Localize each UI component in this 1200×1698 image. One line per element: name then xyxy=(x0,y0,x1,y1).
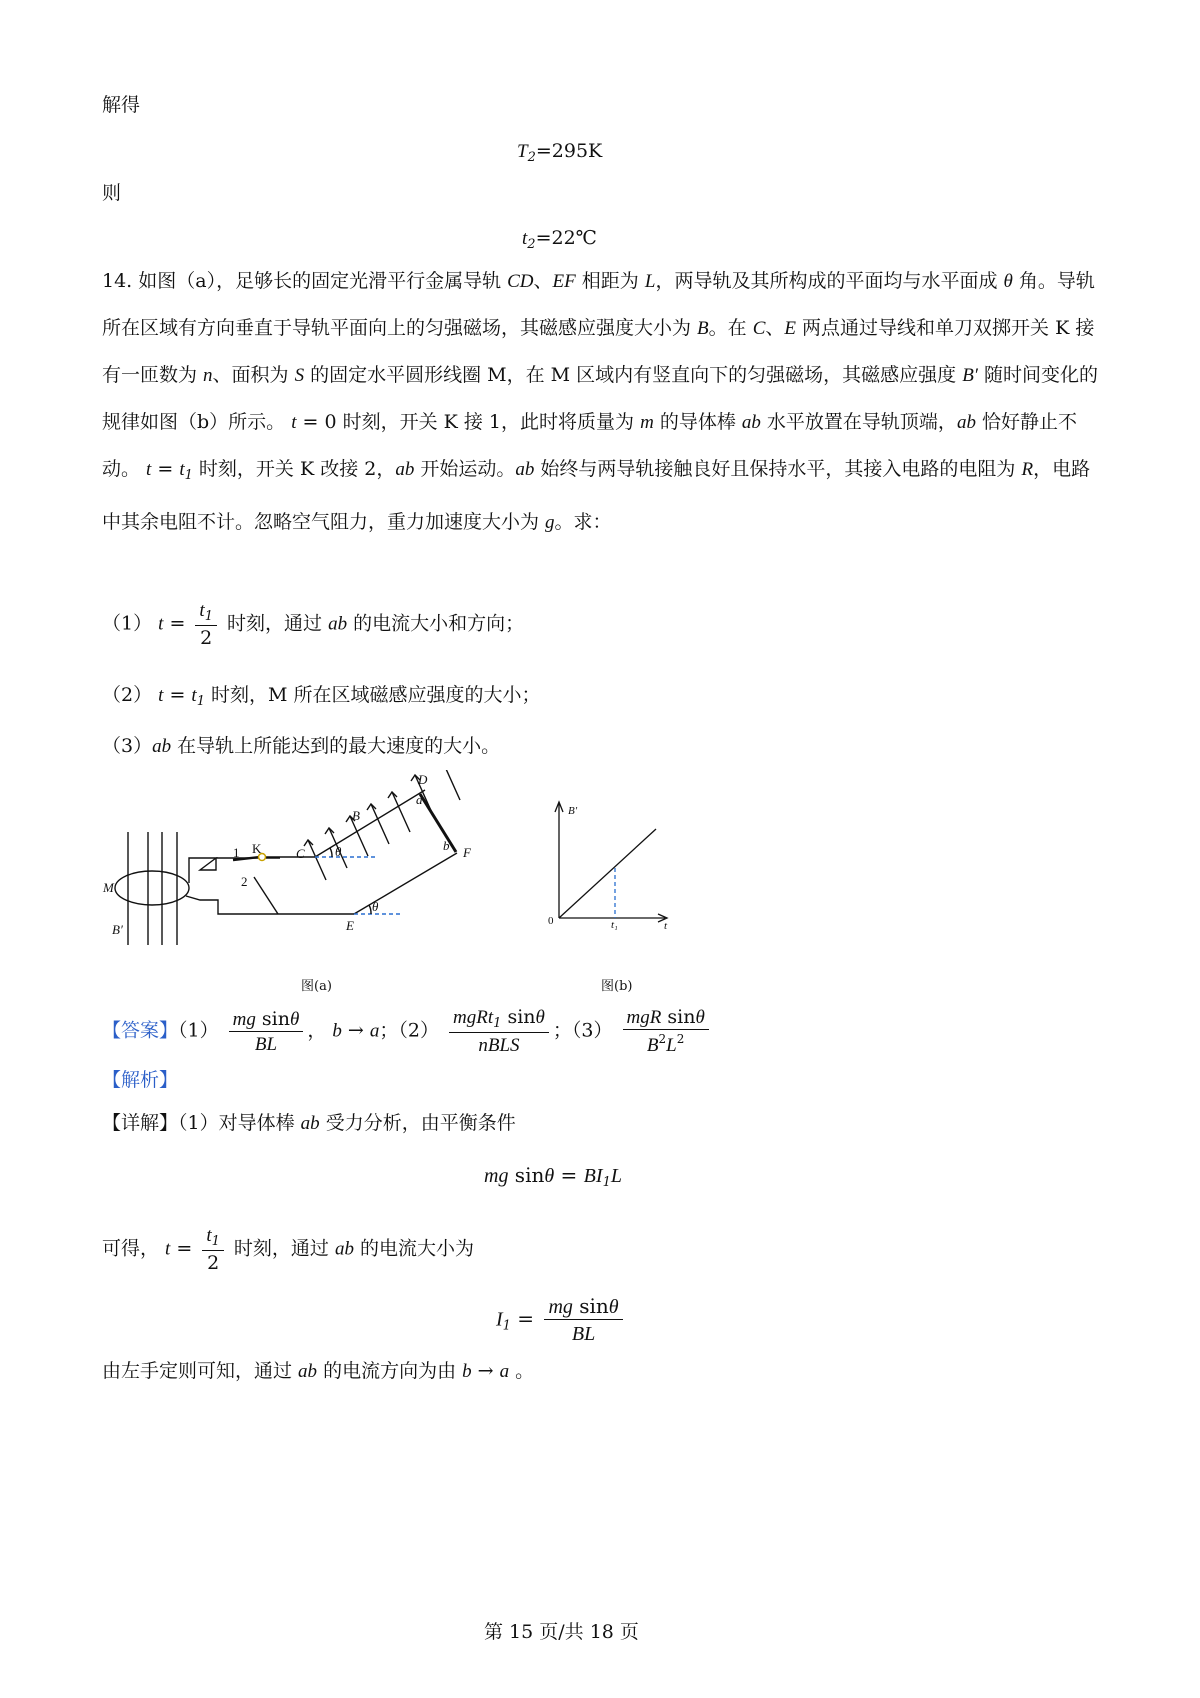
label-a: a xyxy=(416,792,423,807)
caption-fig-a: 图(a) xyxy=(301,979,332,994)
problem-statement: 14. 如图（a），足够长的固定光滑平行金属导轨 CD、EF 相距为 L，两导轨及其所构成的平面均与水平面成 θ 角。导轨所在区域有方向垂直于导轨平面向上的匀强磁场，其磁感应强度大小为 B。在 C、E 两点通过导线和单刀双掷开关 K 接有一匝数为 n、面积为 S 的固定水平圆形线圈 M，在 M 区域内有竖直向下的匀强磁场，其磁感应强度 B′ 随时间变化的规律如图（b）所示。 t = 0 时刻，开关 K 接 1，此时将质量为 m 的导体棒 ab 水平放置在导轨顶端，ab 恰好静止不动。 $t = t_1$ 时刻，开关 K 改接 2，ab 开始运动。ab 始终与两导轨接触良好且保持水平，其接入电路的电阻为 R，电路中其余电阻不计。忽略空气阻力，重力加速度大小为 g。求： xyxy=(102,270,1099,533)
b-prime-line xyxy=(559,829,656,918)
page-footer: 第 15 页/共 18 页 xyxy=(484,1621,639,1643)
question-2: （2） $t = t_1$ 时刻，M 所在区域磁感应强度的大小； xyxy=(102,684,541,709)
label-B: B xyxy=(352,808,360,823)
then-label: 则 xyxy=(102,182,122,204)
coil-M xyxy=(115,871,189,905)
label-Bprime: B′ xyxy=(112,922,123,937)
label-K: K xyxy=(252,841,262,856)
label-theta-1: θ xyxy=(335,844,342,859)
label-2: 2 xyxy=(241,874,248,889)
label-C: C xyxy=(296,846,305,861)
figure-a xyxy=(100,770,520,1000)
label-1: 1 xyxy=(233,845,240,860)
label-D: D xyxy=(418,772,428,787)
tick-t1: t₁ xyxy=(611,919,618,931)
answer-tag: 【答案】 xyxy=(102,1019,179,1042)
label-M: M xyxy=(103,880,114,895)
label-theta-2: θ xyxy=(372,899,379,914)
axis-origin: 0 xyxy=(548,915,554,927)
label-E: E xyxy=(346,918,354,933)
field-arrows xyxy=(304,770,460,880)
question-3: （3）ab 在导轨上所能达到的最大速度的大小。 xyxy=(102,735,501,757)
detail-line-2: 可得， t = $\frac{t_1}{2}$ 时刻，通过 ab 的电流大小为 xyxy=(102,1225,475,1274)
equation-balance: mg $\sin\theta = BI_1L$ xyxy=(484,1163,622,1190)
answer-line: 【答案】（1） $\frac{\text{mg sinθ}}{BL}$ ， b → a；（2） $\frac{mgRt_1 \sin\theta}{\text{nBLS}}$ ；（3） $\frac{\text{mgR sinθ}}{B^2L^2}$ xyxy=(102,1008,713,1055)
figure-b xyxy=(540,796,680,946)
caption-fig-b: 图(b) xyxy=(601,979,633,994)
detail-line-1: 【详解】（1）对导体棒 ab 受力分析，由平衡条件 xyxy=(102,1112,516,1134)
detail-line-3: 由左手定则可知，通过 ab 的电流方向为由 b → a 。 xyxy=(102,1360,535,1382)
label-F: F xyxy=(463,845,471,860)
equation-I1: $I_1$ = $\frac{\text{mg sinθ}}{BL}$ xyxy=(496,1296,627,1344)
detail-tag: 【详解】 xyxy=(102,1112,179,1134)
axis-ylabel: B′ xyxy=(568,805,578,817)
question-1: （1） t = $\frac{t_1}{2}$ 时刻，通过 ab 的电流大小和方向； xyxy=(102,600,525,649)
axis-xlabel: t xyxy=(664,920,668,932)
label-b: b xyxy=(443,838,450,853)
solve-label: 解得 xyxy=(102,94,141,116)
analysis-tag: 【解析】 xyxy=(102,1069,179,1091)
equation-t2: $t_2=22℃$ xyxy=(522,227,597,252)
equation-T2: $T_2=295K$ xyxy=(517,140,603,165)
